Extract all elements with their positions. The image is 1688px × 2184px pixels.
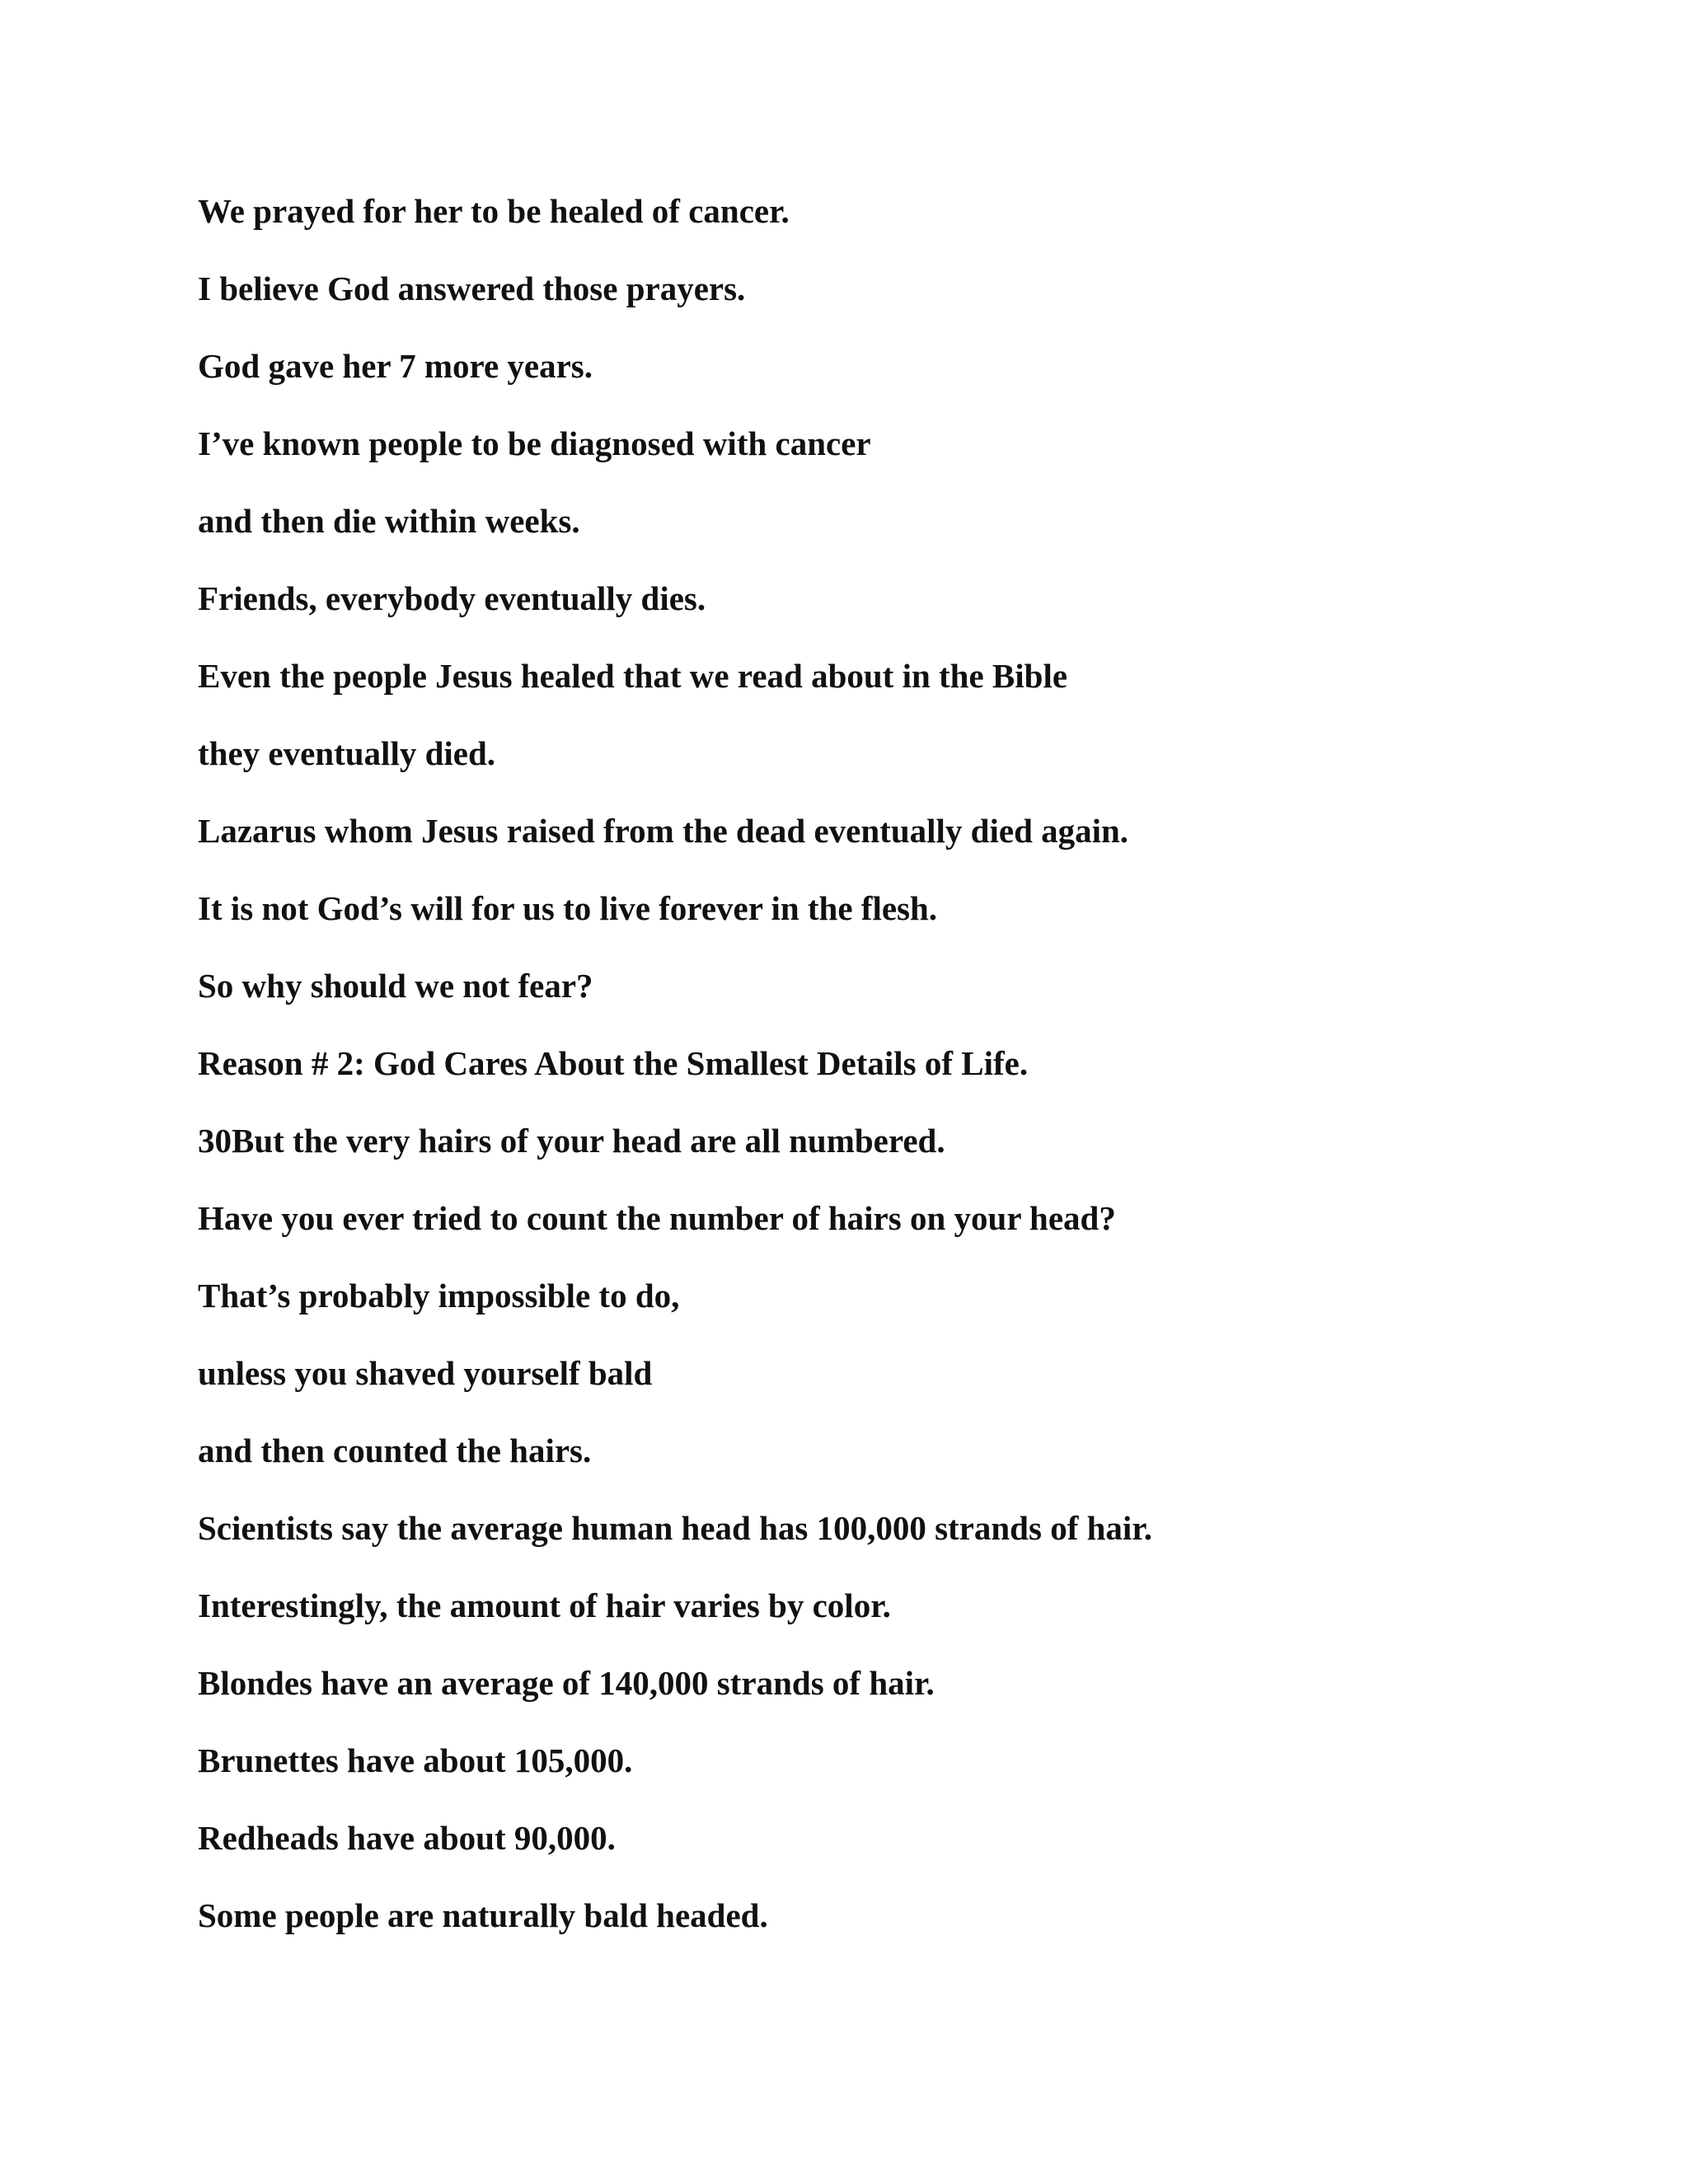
- section-heading: Reason # 2: God Cares About the Smallest Details of Life.: [198, 1044, 1029, 1082]
- text-line: God gave her 7 more years.: [198, 347, 593, 385]
- text-line: I believe God answered those prayers.: [198, 269, 746, 307]
- text-line: That’s probably impossible to do,: [198, 1277, 680, 1315]
- text-line: and then die within weeks.: [198, 502, 580, 540]
- text-line: Lazarus whom Jesus raised from the dead eventually died again.: [198, 812, 1129, 850]
- text-line: Redheads have about 90,000.: [198, 1819, 616, 1857]
- text-line: It is not God’s will for us to live forever in the flesh.: [198, 889, 938, 927]
- text-line: they eventually died.: [198, 734, 496, 772]
- text-line: unless you shaved yourself bald: [198, 1354, 653, 1392]
- text-line: So why should we not fear?: [198, 967, 593, 1005]
- text-line: and then counted the hairs.: [198, 1432, 592, 1469]
- text-line: Scientists say the average human head has 100,000 strands of hair.: [198, 1509, 1152, 1547]
- text-line: Friends, everybody eventually dies.: [198, 579, 706, 617]
- scripture-verse: 30But the very hairs of your head are all numbered.: [198, 1122, 945, 1160]
- text-line: Even the people Jesus healed that we read about in the Bible: [198, 657, 1068, 695]
- text-line: Have you ever tried to count the number of hairs on your head?: [198, 1199, 1116, 1237]
- text-line: Blondes have an average of 140,000 strands of hair.: [198, 1664, 935, 1702]
- text-line: I’ve known people to be diagnosed with cancer: [198, 424, 871, 462]
- text-line: Brunettes have about 105,000.: [198, 1741, 633, 1779]
- text-line: Some people are naturally bald headed.: [198, 1896, 768, 1934]
- text-line: We prayed for her to be healed of cancer.: [198, 192, 790, 230]
- text-body: [198, 194, 1550, 1976]
- text-line: Interestingly, the amount of hair varies by color.: [198, 1586, 891, 1624]
